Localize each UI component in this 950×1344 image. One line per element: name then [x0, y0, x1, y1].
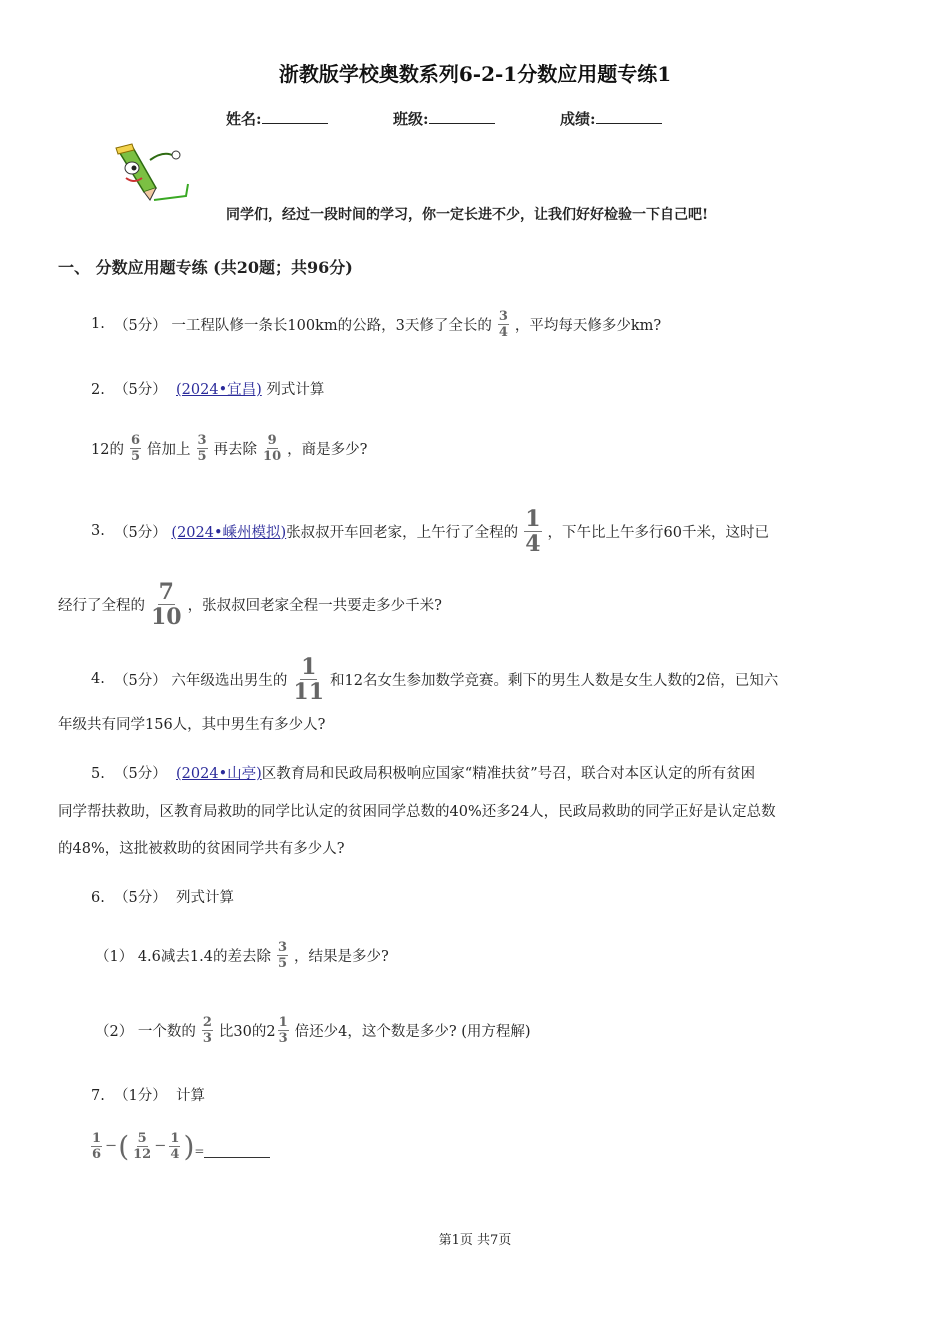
question-4-line2: 年级共有同学156人，其中男生有多少人? — [58, 717, 326, 733]
class-label: 班级: — [393, 110, 429, 128]
question-2-expression — [91, 423, 367, 473]
minus-sign: − — [154, 1138, 167, 1154]
right-paren: ) — [183, 1129, 195, 1163]
score-field — [560, 108, 662, 129]
q1-number: 1. — [91, 316, 105, 332]
q2-score: （5分） — [114, 382, 167, 398]
question-6-part2 — [95, 1004, 531, 1056]
q2-expr-text: 倍加上 — [147, 441, 191, 458]
class-blank[interactable] — [429, 109, 495, 124]
q2-source-link[interactable]: (2024•宜昌) — [176, 382, 262, 398]
q1-score: （5分） — [114, 317, 167, 334]
minus-sign: − — [105, 1138, 118, 1154]
q3-text-end: ，下午比上午多行60千米，这时已 — [547, 524, 769, 541]
question-3-line2 — [58, 572, 442, 636]
q4-text: 六年级选出男生的 — [171, 672, 288, 689]
q6-part2-text: 比30的2 — [218, 1023, 276, 1040]
q4-text-end: 和12名女生参加数学竞赛。剩下的男生人数是女生人数的2倍，已知六 — [330, 672, 779, 689]
q7-number: 7. — [91, 1088, 105, 1104]
q5-score: （5分） — [114, 766, 167, 782]
fraction: $\frac{7}{10}$ — [151, 578, 182, 630]
q2-number: 2. — [91, 382, 105, 398]
left-paren: ( — [118, 1129, 130, 1163]
q4-number: 4. — [91, 671, 105, 687]
q6-part1-text: ，结果是多少? — [294, 948, 389, 965]
question-5-line2: 同学帮扶救助，区教育局救助的同学比认定的贫困同学总数的40%还多24人，民政局救助的同学正好是认定总数 — [58, 804, 776, 820]
q2-expr-text: 12的 — [91, 441, 124, 458]
q5-text: 区教育局和民政局积极响应国家“精准扶贫”号召，联合对本区认定的所有贫困 — [261, 766, 756, 782]
question-5 — [91, 762, 755, 783]
pencil-mascot-icon — [110, 138, 192, 204]
fraction: $\frac{1}{3}$ — [278, 1014, 288, 1046]
fraction: $\frac{1}{4}$ — [170, 1130, 180, 1162]
q3-number: 3. — [91, 523, 105, 539]
fraction: $\frac{2}{3}$ — [202, 1014, 212, 1046]
name-blank[interactable] — [262, 109, 328, 124]
q2-expr-text: ，商是多少? — [287, 441, 368, 458]
page-footer: 第1页 共7页 — [438, 1233, 512, 1248]
fraction: $\frac{1}{4}$ — [525, 505, 541, 557]
question-7-expression — [88, 1126, 270, 1166]
q6-number: 6. — [91, 890, 105, 906]
q6-part2-text: （2） 一个数的 — [95, 1023, 196, 1040]
question-6 — [91, 886, 234, 907]
q6-text: 列式计算 — [176, 890, 235, 906]
q5-number: 5. — [91, 766, 105, 782]
q3-text: ，张叔叔回老家全程一共要走多少千米? — [187, 597, 442, 614]
question-3 — [91, 497, 769, 565]
fraction: $\frac{9}{10}$ — [263, 432, 282, 464]
name-field — [226, 108, 328, 129]
q7-score: （1分） — [114, 1088, 167, 1104]
q7-text: 计算 — [176, 1088, 206, 1104]
score-blank[interactable] — [596, 109, 662, 124]
q3-source-link[interactable]: (2024•嵊州模拟) — [171, 524, 287, 541]
page-title: 浙教版学校奥数系列6-2-1分数应用题专练1 — [278, 62, 672, 86]
question-1 — [91, 304, 661, 344]
q2-expr-text: 再去除 — [213, 441, 258, 458]
q4-score: （5分） — [114, 672, 167, 689]
q3-score: （5分） — [114, 524, 167, 541]
section-heading: 一、 分数应用题专练 (共20题；共96分) — [58, 258, 353, 277]
question-2 — [91, 378, 324, 399]
q5-source-link[interactable]: (2024•山亭) — [176, 766, 262, 782]
q3-text: 张叔叔开车回老家，上午行了全程的 — [286, 524, 519, 541]
answer-blank[interactable] — [204, 1143, 270, 1158]
q1-text: 一工程队修一条长100km的公路，3天修了全长的 — [171, 317, 492, 334]
name-label: 姓名: — [226, 110, 262, 128]
equals-sign: = — [194, 1144, 205, 1158]
intro-text: 同学们，经过一段时间的学习，你一定长进不少，让我们好好检验一下自己吧! — [226, 207, 709, 223]
fraction: $\frac{1}{6}$ — [92, 1130, 102, 1162]
fraction: $\frac{6}{5}$ — [130, 432, 140, 464]
q6-score: （5分） — [114, 890, 167, 906]
score-label: 成绩: — [560, 110, 596, 128]
question-5-line3: 的48%，这批被救助的贫困同学共有多少人? — [58, 841, 345, 857]
q6-part1-text: （1） 4.6减去1.4的差去除 — [95, 948, 271, 965]
question-7 — [91, 1084, 205, 1105]
fraction: $\frac{5}{12}$ — [133, 1130, 152, 1162]
q2-text: 列式计算 — [266, 382, 325, 398]
q6-part2-text: 倍还少4，这个数是多少? (用方程解) — [294, 1023, 531, 1040]
fraction: $\frac{3}{5}$ — [277, 939, 288, 971]
q3-text: 经行了全程的 — [58, 597, 145, 614]
question-4 — [91, 647, 778, 711]
fraction: $\frac{3}{5}$ — [197, 432, 207, 464]
question-6-part1 — [95, 930, 389, 980]
class-field — [393, 108, 495, 129]
q1-text-end: ，平均每天修多少km? — [514, 317, 662, 334]
fraction: $\frac{1}{11}$ — [293, 653, 325, 705]
fraction: $\frac{3}{4}$ — [498, 308, 508, 340]
